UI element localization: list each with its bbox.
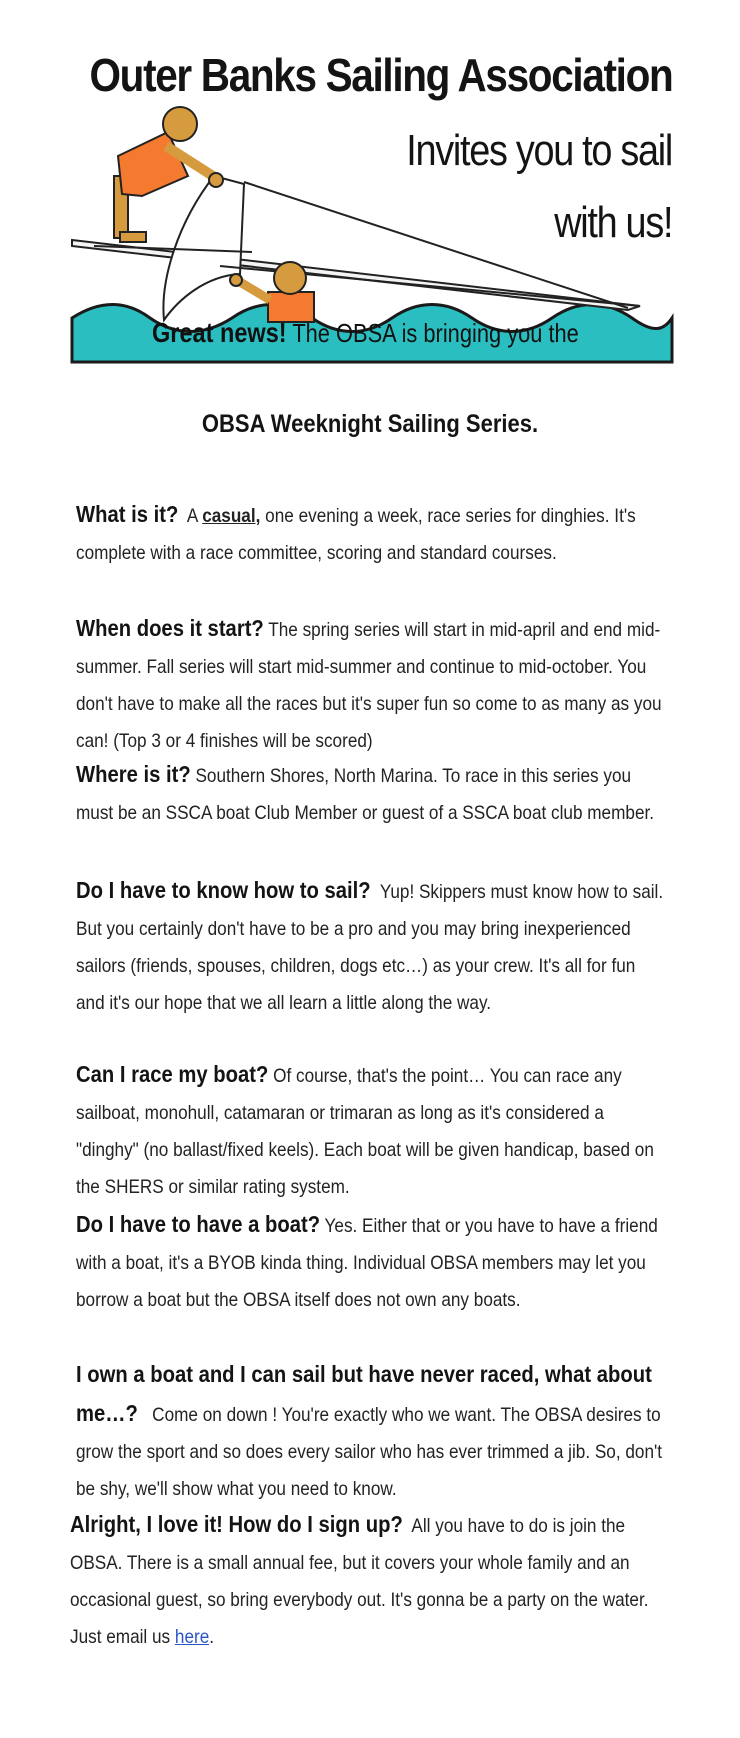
great-news-label: Great news!: [152, 317, 287, 348]
faq-answer: Yes. Either that or you have to have a friend with a boat, it's a BYOB kinda thing. Individual OBSA members may let you borrow a boat but the OBSA itself does not own any boats.: [76, 1215, 658, 1311]
faq-question: When does it start?: [76, 615, 264, 641]
faq-answer: All you have to do is join the OBSA. There is a small annual fee, but it covers your whole family and an occasional guest, so bring everybody out. It's gonna be a party on the water. Just email us: [70, 1515, 649, 1648]
skipper-foot: [120, 232, 146, 242]
crew-arm: [240, 282, 270, 300]
faq-answer-prefix: A: [186, 505, 198, 527]
faq-sign-up: [70, 1506, 661, 1656]
faq-answer-end: .: [209, 1626, 215, 1648]
faq-question: Do I have to have a boat?: [76, 1211, 321, 1237]
faq-question: Alright, I love it! How do I sign up?: [70, 1511, 403, 1537]
faq-answer-emphasis: casual,: [202, 505, 261, 527]
crew-hand: [230, 274, 242, 286]
skipper-hand: [209, 173, 223, 187]
faq-answer: Come on down ! You're exactly who we want. The OBSA desires to grow the sport and so does every sailor who has ever trimmed a jib. So, don't be shy, we'll show what you need to know.: [76, 1404, 663, 1500]
faq-question: Do I have to know how to sail?: [76, 877, 371, 903]
faq-answer: Yup! Skippers must know how to sail. But you certainly don't have to be a pro and you may bring inexperienced sailors (friends, spouses, children, dogs etc…) as your crew. It's all for fun and it's our hope that we all learn a little along the way.: [76, 881, 664, 1014]
faq-question: I own a boat and I can sail but have never raced, what about me…?: [76, 1361, 652, 1426]
faq-question: What is it?: [76, 501, 179, 527]
boat-hull: [72, 240, 640, 310]
faq-answer: Southern Shores, North Marina. To race in this series you must be an SSCA boat Club Member or guest of a SSCA boat club member.: [76, 765, 655, 824]
faq-answer: The spring series will start in mid-april and end mid-summer. Fall series will start mid-summer and continue to mid-october. You don't have to make all the races but it's super fun so come to as many as you can! (Top 3 or 4 finishes will be scored): [76, 619, 662, 752]
invite-line-2: with us!: [554, 198, 672, 247]
faq-question: Can I race my boat?: [76, 1061, 269, 1087]
faq-where: [76, 756, 667, 832]
faq-when-start: [76, 610, 667, 760]
great-news-text: The OBSA is bringing you the: [292, 318, 579, 348]
email-here-link[interactable]: here: [174, 1626, 210, 1648]
org-title: Outer Banks Sailing Association: [89, 49, 672, 101]
faq-race-boat: [76, 1056, 667, 1206]
faq-never-raced: [76, 1356, 667, 1508]
skipper-head: [163, 107, 197, 141]
invite-line-1: Invites you to sail: [406, 126, 672, 175]
great-news-line: [152, 317, 579, 349]
faq-have-boat: [76, 1206, 667, 1319]
faq-answer: Of course, that's the point… You can race any sailboat, monohull, catamaran or trimaran as long as it's considered a "dinghy" (no ballast/fixed keels). Each boat will be given handicap, based on the SHERS or similar rating system.: [76, 1065, 654, 1198]
faq-know-sail: [76, 872, 667, 1022]
faq-answer: one evening a week, race series for dinghies. It's complete with a race committee, scoring and standard courses.: [76, 505, 636, 564]
series-title: OBSA Weeknight Sailing Series.: [201, 410, 539, 438]
sail-icon: [163, 176, 244, 320]
crew-head: [274, 262, 306, 294]
faq-question: Where is it?: [76, 761, 191, 787]
faq-what-is-it: [76, 496, 667, 572]
header-illustration: [0, 0, 740, 380]
